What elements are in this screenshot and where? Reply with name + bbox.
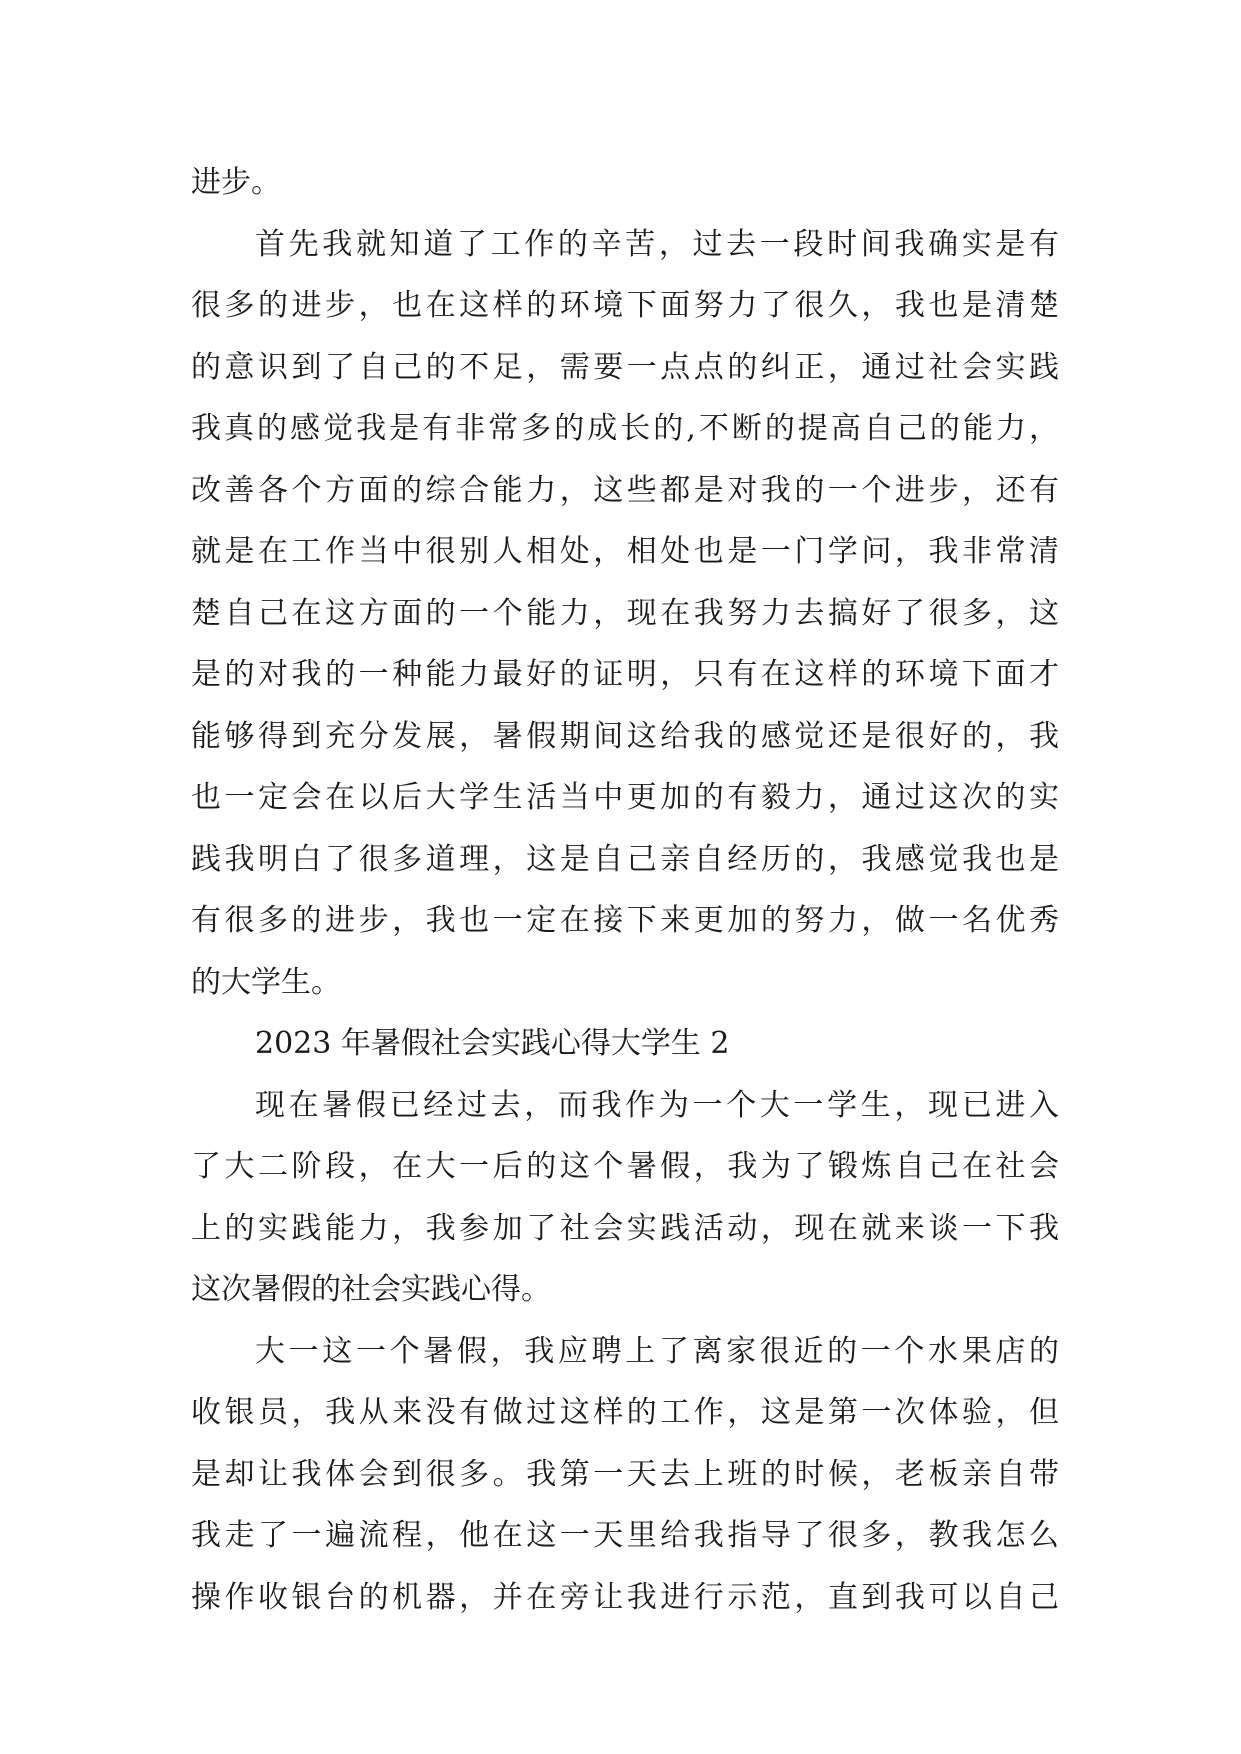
text-line: 我走了一遍流程，他在这一天里给我指导了很多，教我怎么 — [191, 1518, 1059, 1553]
text-line: 进步。 — [191, 165, 281, 200]
section-heading: 2023 年暑假社会实践心得大学生 2 — [255, 1026, 730, 1061]
text-line: 操作收银台的机器，并在旁让我进行示范，直到我可以自己 — [191, 1579, 1059, 1615]
text-line: 的大学生。 — [191, 964, 341, 1000]
text-line: 能够得到充分发展，暑假期间这给我的感觉还是很好的，我 — [191, 718, 1059, 754]
text-line: 很多的进步，也在这样的环境下面努力了很久，我也是清楚 — [191, 288, 1059, 323]
text-line: 上的实践能力，我参加了社会实践活动，现在就来谈一下我 — [191, 1210, 1059, 1246]
paragraph-start-line: 首先我就知道了工作的辛苦，过去一段时间我确实是有 — [255, 226, 1059, 262]
text-line: 改善各个方面的综合能力，这些都是对我的一个进步，还有 — [191, 472, 1059, 508]
text-line: 了大二阶段，在大一后的这个暑假，我为了锻炼自己在社会 — [191, 1149, 1059, 1184]
document-body — [191, 152, 1059, 1628]
text-line: 楚自己在这方面的一个能力，现在我努力去搞好了很多，这 — [191, 595, 1059, 631]
paragraph-start-line: 现在暑假已经过去，而我作为一个大一学生，现已进入 — [255, 1087, 1059, 1123]
text-line: 有很多的进步，我也一定在接下来更加的努力，做一名优秀 — [191, 903, 1059, 938]
paragraph-start-line: 大一这一个暑假，我应聘上了离家很近的一个水果店的 — [255, 1333, 1059, 1369]
text-line: 就是在工作当中很别人相处，相处也是一门学问，我非常清 — [191, 534, 1059, 569]
text-line: 也一定会在以后大学生活当中更加的有毅力，通过这次的实 — [191, 780, 1059, 815]
text-line: 收银员，我从来没有做过这样的工作，这是第一次体验，但 — [191, 1395, 1059, 1430]
text-line: 这次暑假的社会实践心得。 — [191, 1272, 551, 1307]
text-line: 是的对我的一种能力最好的证明，只有在这样的环境下面才 — [191, 657, 1059, 692]
text-line: 我真的感觉我是有非常多的成长的,不断的提高自己的能力， — [191, 411, 1059, 446]
text-line: 践我明白了很多道理，这是自己亲自经历的，我感觉我也是 — [191, 841, 1059, 877]
text-line: 是却让我体会到很多。我第一天去上班的时候，老板亲自带 — [191, 1456, 1059, 1492]
text-line: 的意识到了自己的不足，需要一点点的纠正，通过社会实践 — [191, 349, 1059, 385]
